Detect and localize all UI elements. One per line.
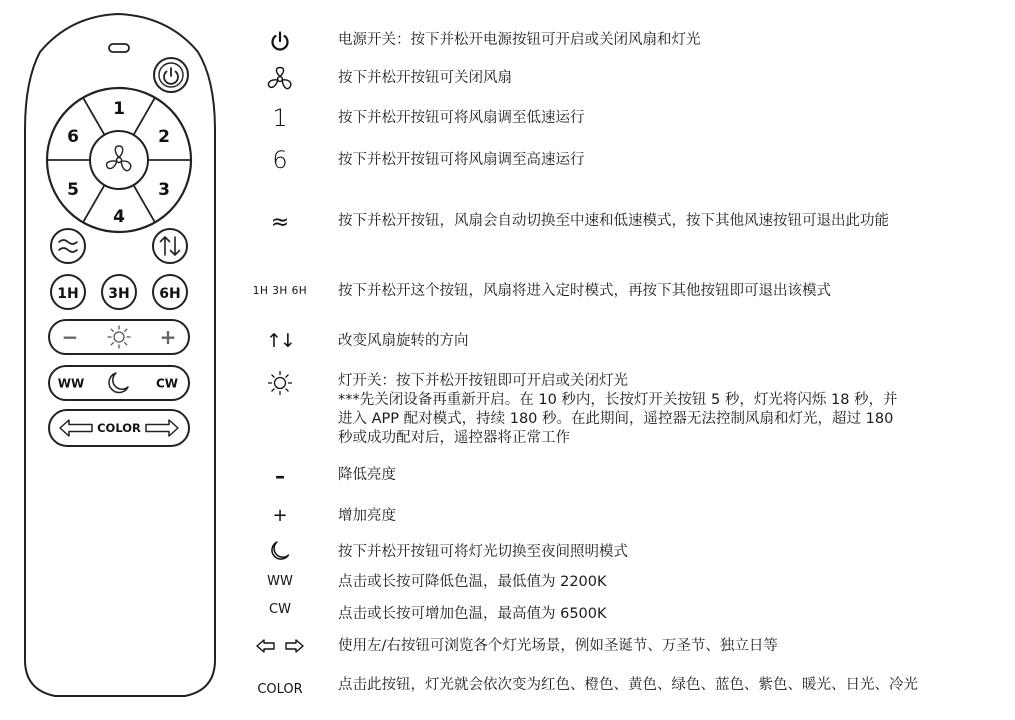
legend-desc-breeze: 按下并松开按钮，风扇会自动切换至中速和低速模式，按下其他风速按钮可退出此功能 <box>338 213 889 229</box>
legend-row-breeze <box>240 208 1010 238</box>
legend-symbol-dim-down: – <box>275 464 285 488</box>
legend-row-speed1 <box>240 104 1010 134</box>
legend-row-color <box>240 674 1010 702</box>
legend-desc-speed6: 按下并松开按钮可将风扇调至高速运行 <box>338 152 585 168</box>
color-button[interactable]: COLOR <box>97 421 141 435</box>
power-icon <box>269 30 291 52</box>
legend-row-fan <box>240 66 1010 92</box>
legend-desc-light-line-1: 灯开关：按下并松开按钮即可开启或关闭灯光 <box>338 373 628 389</box>
breeze-button[interactable] <box>51 229 85 263</box>
legend-symbol-color: COLOR <box>257 682 303 697</box>
speed-3-button[interactable]: 3 <box>158 180 170 200</box>
legend-symbol-cw: CW <box>269 602 291 617</box>
dim-up-button[interactable]: + <box>159 325 177 349</box>
timer-1h-label: 1H <box>57 286 79 302</box>
legend-desc-light-line-2: ***先关闭设备再重新开启。在 10 秒内，长按灯开关按钮 5 秒，灯光将闪烁 18 秒，并 <box>338 392 898 408</box>
cw-button[interactable]: CW <box>155 376 179 391</box>
legend-symbol-speed6: 6 <box>272 146 288 174</box>
legend-row-ww <box>240 572 1010 596</box>
legend-desc-speed1: 按下并松开按钮可将风扇调至低速运行 <box>338 110 585 126</box>
legend-row-speed6 <box>240 146 1010 176</box>
sun-icon <box>267 370 293 396</box>
legend-desc-scenes: 使用左/右按钮可浏览各个灯光场景，例如圣诞节、万圣节、独立日等 <box>338 638 778 654</box>
color-scene-bar <box>49 410 189 446</box>
legend-symbol-night <box>240 540 320 562</box>
ww-button[interactable]: WW <box>57 376 85 391</box>
color-temp-bar <box>49 366 189 400</box>
legend-symbol-light <box>240 370 320 396</box>
timer-1h-button[interactable] <box>51 275 85 309</box>
legend-symbol-dim-up: + <box>272 505 288 526</box>
reverse-button[interactable] <box>153 229 187 263</box>
timer-3h-button[interactable] <box>102 275 136 309</box>
legend-desc-light-line-3: 进入 APP 配对模式，持续 180 秒。在此期间，遥控器无法控制风扇和灯光，超过 180 <box>338 411 894 427</box>
power-button[interactable] <box>154 58 188 92</box>
legend-row-night <box>240 540 1010 566</box>
fan-icon <box>266 66 294 92</box>
left-right-arrows-icon <box>255 638 305 654</box>
legend-desc-cw: 点击或长按可增加色温，最高值为 6500K <box>338 606 607 622</box>
speed-1-button[interactable]: 1 <box>113 99 125 119</box>
legend-symbol-speed1: 1 <box>272 104 288 132</box>
legend-row-timer <box>240 280 1010 306</box>
legend-row-scenes <box>240 635 1010 661</box>
speed-4-button[interactable]: 4 <box>113 207 125 227</box>
legend-desc-power: 电源开关：按下并松开电源按钮可开启或关闭风扇和灯光 <box>338 32 701 48</box>
legend-symbol-scenes <box>240 638 320 654</box>
legend-row-dim-up <box>240 505 1010 533</box>
legend-symbol-power <box>240 30 320 52</box>
legend-desc-reverse: 改变风扇旋转的方向 <box>338 333 469 349</box>
legend-symbol-ww: WW <box>267 574 293 589</box>
legend-desc-night: 按下并松开按钮可将灯光切换至夜间照明模式 <box>338 544 628 560</box>
timer-6h-button[interactable] <box>153 275 187 309</box>
remote-control <box>0 0 230 720</box>
legend-row-dim-down <box>240 464 1010 492</box>
dim-down-button[interactable]: − <box>61 325 79 349</box>
legend-desc-color: 点击此按钮，灯光就会依次变为红色、橙色、黄色、绿色、蓝色、紫色、暖光、日光、冷光 <box>338 677 918 693</box>
moon-icon <box>269 540 291 562</box>
speed-6-button[interactable]: 6 <box>67 127 79 147</box>
legend-desc-light-line-4: 秒或成功配对后，遥控器将正常工作 <box>338 430 570 446</box>
legend-symbol-fan <box>240 66 320 92</box>
legend-row-cw <box>240 602 1010 626</box>
legend-row-power <box>240 28 1010 54</box>
legend-desc-timer: 按下并松开这个按钮，风扇将进入定时模式，再按下其他按钮即可退出该模式 <box>338 283 831 299</box>
speed-5-button[interactable]: 5 <box>67 180 79 200</box>
speed-dial <box>47 88 191 232</box>
brightness-bar <box>49 320 189 354</box>
legend-desc-light <box>338 372 898 448</box>
timer-6h-label: 6H <box>159 286 181 302</box>
timer-3h-label: 3H <box>108 286 130 302</box>
legend-symbol-reverse: ↑↓ <box>266 330 294 352</box>
legend-desc-ww: 点击或长按可降低色温，最低值为 2200K <box>338 574 607 590</box>
legend-row-reverse <box>240 330 1010 356</box>
legend-symbol-timer: 1H 3H 6H <box>252 285 308 297</box>
speed-2-button[interactable]: 2 <box>158 127 170 147</box>
legend-desc-dim-down: 降低亮度 <box>338 467 396 483</box>
legend-row-light <box>240 368 1010 450</box>
legend-desc-dim-up: 增加亮度 <box>338 508 396 524</box>
legend-symbol-breeze: ≈ <box>270 210 290 235</box>
legend-desc-fan: 按下并松开按钮可关闭风扇 <box>338 70 512 86</box>
